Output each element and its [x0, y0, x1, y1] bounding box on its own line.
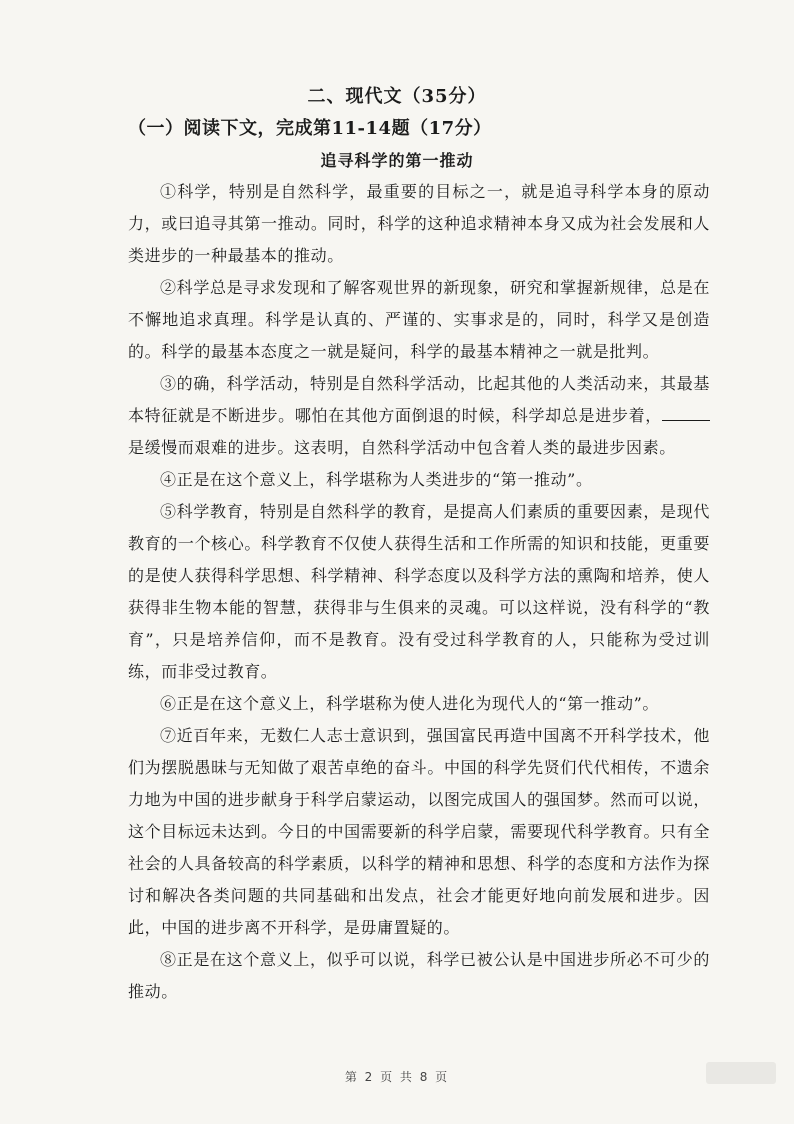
- paragraph-6: ⑥正是在这个意义上，科学堪称为使人进化为现代人的“第一推动”。: [160, 694, 659, 713]
- paragraph-3-head: ③的确，科学活动，特别是自然科学活动，比起其他的人类活动来，其最基本特征就是不断进步。哪怕在其他方面倒退的时候，科学却总是进步着，: [128, 374, 710, 425]
- article-body: [128, 176, 710, 1008]
- paragraph-7: ⑦近百年来，无数仁人志士意识到，强国富民再造中国离不开科学技术，他们为摆脱愚昧与无知做了艰苦卓绝的奋斗。中国的科学先贤们代代相传，不遗余力地为中国的进步献身于科学启蒙运动，以图完成国人的强国梦。然而可以说，这个目标远未达到。今日的中国需要新的科学启蒙，需要现代科学教育。只有全社会的人具备较高的科学素质，以科学的精神和思想、科学的态度和方法作为探讨和解决各类问题的共同基础和出发点，社会才能更好地向前发展和进步。因此，中国的进步离不开科学，是毋庸置疑的。: [128, 726, 710, 937]
- paragraph-8: ⑧正是在这个意义上，似乎可以说，科学已被公认是中国进步所必不可少的推动。: [128, 950, 710, 1001]
- fill-in-blank: [662, 406, 710, 421]
- paragraph-3-tail: 是缓慢而艰难的进步。这表明，自然科学活动中包含着人类的最进步因素。: [128, 438, 676, 457]
- corner-watermark: [706, 1062, 776, 1084]
- paragraph-5: ⑤科学教育，特别是自然科学的教育，是提高人们素质的重要因素，是现代教育的一个核心。科学教育不仅使人获得生活和工作所需的知识和技能，更重要的是使人获得科学思想、科学精神、科学态度以及科学方法的熏陶和培养，使人获得非生物本能的智慧，获得非与生俱来的灵魂。可以这样说，没有科学的“教育”，只是培养信仰，而不是教育。没有受过科学教育的人，只能称为受过训练，而非受过教育。: [128, 502, 710, 681]
- paragraph-4: ④正是在这个意义上，科学堪称为人类进步的“第一推动”。: [160, 470, 593, 489]
- section-title: 二、现代文（35分）: [307, 86, 487, 107]
- paragraph-3: [128, 368, 710, 464]
- page-number: 第 2 页 共 8 页: [344, 1070, 450, 1084]
- article-title: 追寻科学的第一推动: [320, 151, 474, 170]
- paragraph-1: ①科学，特别是自然科学，最重要的目标之一，就是追寻科学本身的原动力，或曰追寻其第一推动。同时，科学的这种追求精神本身又成为社会发展和人类进步的一种最基本的推动。: [128, 182, 710, 265]
- subsection-title: （一）阅读下文，完成第11-14题（17分）: [128, 118, 492, 139]
- paragraph-2: ②科学总是寻求发现和了解客观世界的新现象，研究和掌握新规律，总是在不懈地追求真理。科学是认真的、严谨的、实事求是的，同时，科学又是创造的。科学的最基本态度之一就是疑问，科学的最基本精神之一就是批判。: [128, 278, 710, 361]
